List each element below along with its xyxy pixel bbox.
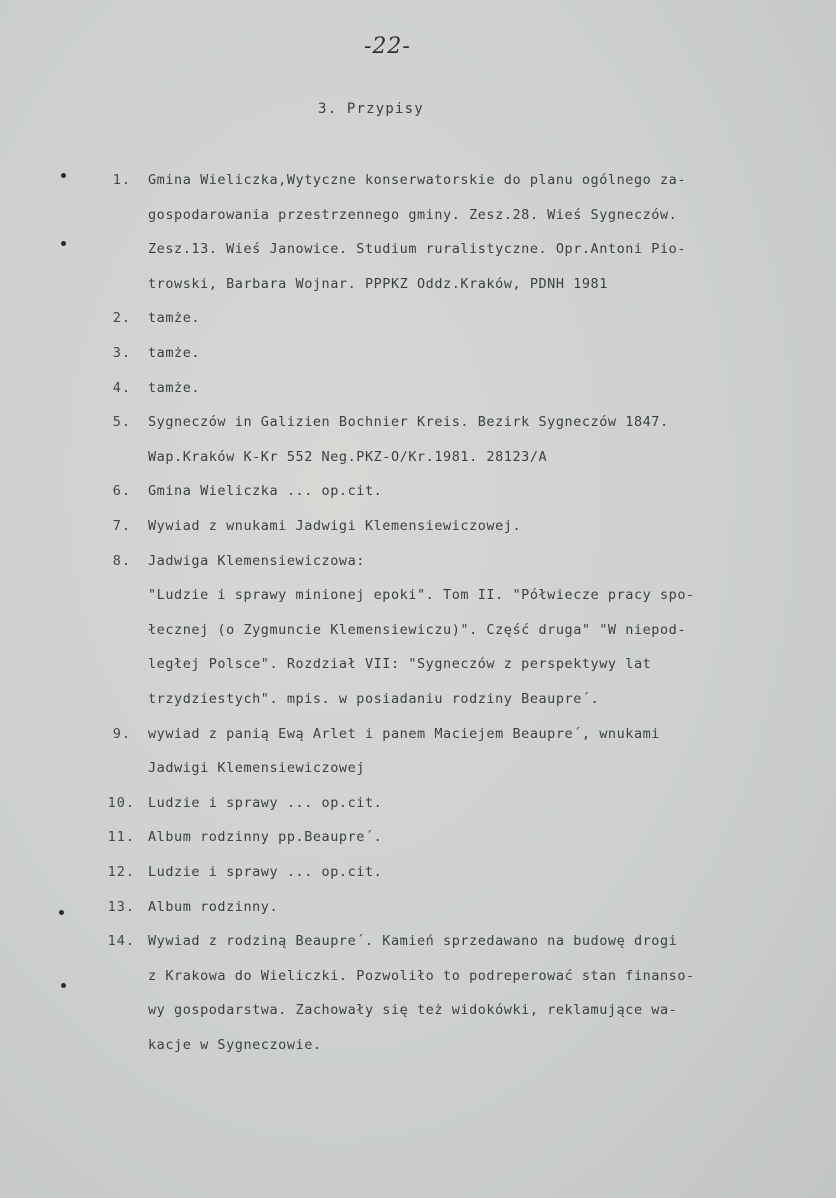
footnote-line: Jadwiga Klemensiewiczowa: xyxy=(148,552,365,569)
footnote-number: 10. xyxy=(107,794,135,811)
section-title: 3. Przypisy xyxy=(318,101,424,117)
footnote-line: Zesz.13. Wieś Janowice. Studium ruralistyczne. Opr.Antoni Pio- xyxy=(148,241,687,258)
footnote-line: tamże. xyxy=(148,379,201,396)
footnote-number: 9. xyxy=(112,725,131,742)
footnote-number: 3. xyxy=(112,345,131,361)
footnote-line: ległej Polsce". Rozdział VII: "Sygneczów z perspektywy lat xyxy=(148,656,652,673)
footnote-line: trowski, Barbara Wojnar. PPPKZ Oddz.Kraków, PDNH 1981 xyxy=(148,275,608,292)
footnote-line: tamże. xyxy=(148,345,201,361)
footnote-line: Sygneczów in Galizien Bochnier Kreis. Bezirk Sygneczów 1847. xyxy=(148,414,669,431)
footnote-line: Album rodzinny pp.Beaupre´. xyxy=(148,829,383,846)
footnote-number: 11. xyxy=(107,829,135,846)
footnote-number: 7. xyxy=(112,518,131,534)
footnote-line: Jadwigi Klemensiewiczowej xyxy=(148,760,365,777)
footnote-line: Ludzie i sprawy ... op.cit. xyxy=(148,864,383,880)
footnote-line: trzydziestych". mpis. w posiadaniu rodziny Beaupre´. xyxy=(148,691,600,707)
footnote-line: Wywiad z rodziną Beaupre´. Kamień sprzedawano na budowę drogi xyxy=(148,933,678,950)
footnote-line: gospodarowania przestrzennego gminy. Zesz.28. Wieś Sygneczów. xyxy=(148,206,678,223)
footnote-line: Gmina Wieliczka ... op.cit. xyxy=(148,483,383,500)
footnote-line: Ludzie i sprawy ... op.cit. xyxy=(148,794,383,811)
footnote-number: 6. xyxy=(112,483,131,500)
footnote-number: 8. xyxy=(112,552,131,569)
footnote-line: Wap.Kraków K-Kr 552 Neg.PKZ-O/Kr.1981. 28123/A xyxy=(148,448,548,465)
footnote-line: łecznej (o Zygmuncie Klemensiewiczu)". Część druga" "W niepod- xyxy=(148,621,687,638)
footnote-line: tamże. xyxy=(148,310,201,327)
footnote-line: Wywiad z wnukami Jadwigi Klemensiewiczowej. xyxy=(148,518,522,534)
page-number: -22- xyxy=(364,34,411,59)
footnote-line: wy gospodarstwa. Zachowały się też widokówki, reklamujące wa- xyxy=(148,1002,678,1019)
footnote-number: 13. xyxy=(107,898,135,915)
footnote-number: 14. xyxy=(107,933,135,950)
footnote-number: 4. xyxy=(112,379,131,396)
footnote-number: 5. xyxy=(112,414,131,431)
footnote-number: 2. xyxy=(112,310,131,327)
footnote-number: 12. xyxy=(107,864,135,880)
footnote-line: kacje w Sygneczowie. xyxy=(148,1037,322,1053)
footnote-line: "Ludzie i sprawy minionej epoki". Tom II. "Półwiecze pracy spo- xyxy=(148,587,695,604)
footnote-line: z Krakowa do Wieliczki. Pozwoliło to podreperować stan finanso- xyxy=(148,967,695,984)
footnote-line: Album rodzinny. xyxy=(148,898,279,915)
footnote-line: wywiad z panią Ewą Arlet i panem Maciejem Beaupre´, wnukami xyxy=(148,725,660,742)
footnote-number: 1. xyxy=(112,172,131,188)
footnote-line: Gmina Wieliczka,Wytyczne konserwatorskie do planu ogólnego za- xyxy=(148,172,687,188)
